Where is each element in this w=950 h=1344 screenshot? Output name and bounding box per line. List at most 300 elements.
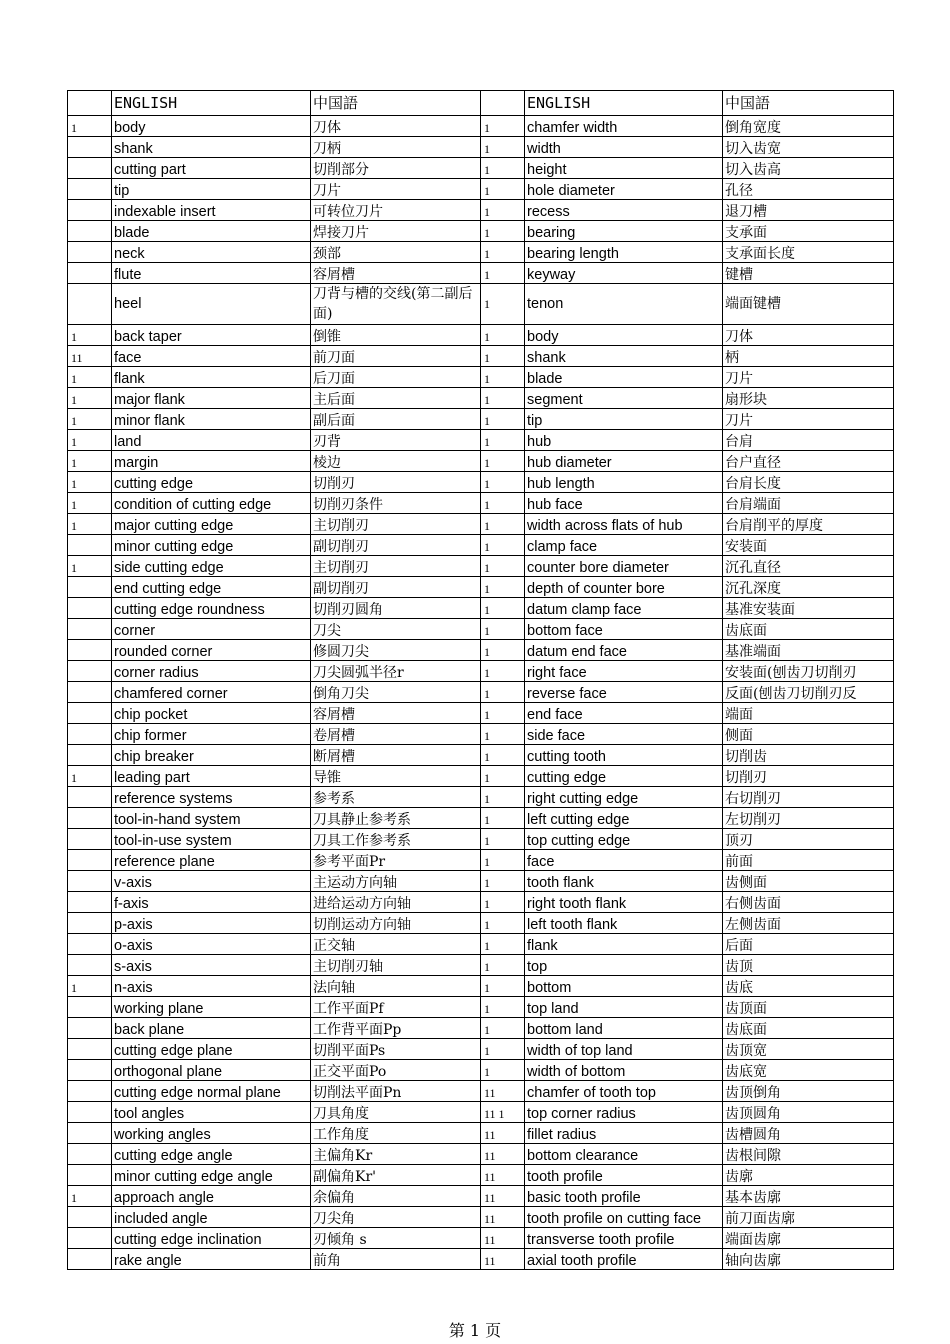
chinese-term-right: 台肩: [723, 430, 894, 451]
number-cell-left: 1: [68, 451, 112, 472]
table-row: [68, 221, 894, 242]
chinese-term-left: 前角: [311, 1249, 481, 1270]
english-term-right: bottom face: [525, 619, 723, 640]
chinese-term-left: 可转位刀片: [311, 200, 481, 221]
english-term-right: height: [525, 158, 723, 179]
chinese-term-left: 正交平面Po: [311, 1060, 481, 1081]
english-term-left: f-axis: [112, 892, 311, 913]
english-term-right: right cutting edge: [525, 787, 723, 808]
table-row: [68, 1081, 894, 1102]
table-row: [68, 808, 894, 829]
english-term-left: tip: [112, 179, 311, 200]
table-row: [68, 556, 894, 577]
chinese-term-left: 切削刃圆角: [311, 598, 481, 619]
english-term-left: working angles: [112, 1123, 311, 1144]
english-term-right: tooth profile on cutting face: [525, 1207, 723, 1228]
chinese-term-right: 齿顶宽: [723, 1039, 894, 1060]
table-row: [68, 682, 894, 703]
english-term-left: reference systems: [112, 787, 311, 808]
number-cell-left: [68, 1039, 112, 1060]
number-cell-right: 1: [481, 850, 525, 871]
number-cell-left: [68, 703, 112, 724]
number-cell-right: 1: [481, 116, 525, 137]
chinese-term-right: 刀体: [723, 325, 894, 346]
number-cell-left: [68, 221, 112, 242]
chinese-term-right: 后面: [723, 934, 894, 955]
table-row: [68, 1018, 894, 1039]
number-cell-right: 1: [481, 179, 525, 200]
number-cell-right: 1: [481, 871, 525, 892]
number-cell-left: [68, 1165, 112, 1186]
english-term-left: working plane: [112, 997, 311, 1018]
chinese-term-left: 颈部: [311, 242, 481, 263]
chinese-term-left: 倒锥: [311, 325, 481, 346]
table-row: [68, 116, 894, 137]
number-cell-right: 1: [481, 598, 525, 619]
table-row: [68, 1144, 894, 1165]
chinese-term-left: 前刀面: [311, 346, 481, 367]
table-row: [68, 619, 894, 640]
number-cell-right: 1: [481, 1018, 525, 1039]
number-cell-left: [68, 535, 112, 556]
english-term-left: corner radius: [112, 661, 311, 682]
chinese-term-right: 齿顶倒角: [723, 1081, 894, 1102]
table-row: [68, 1039, 894, 1060]
table-row: [68, 661, 894, 682]
english-term-left: margin: [112, 451, 311, 472]
table-row: [68, 158, 894, 179]
chinese-term-left: 主偏角Kr: [311, 1144, 481, 1165]
english-term-right: width of top land: [525, 1039, 723, 1060]
chinese-term-right: 键槽: [723, 263, 894, 284]
chinese-term-left: 切削法平面Pn: [311, 1081, 481, 1102]
glossary-sheet: [67, 90, 893, 1270]
number-cell-left: 1: [68, 367, 112, 388]
chinese-term-left: 参考系: [311, 787, 481, 808]
english-term-left: s-axis: [112, 955, 311, 976]
number-cell-left: 1: [68, 388, 112, 409]
english-term-left: side cutting edge: [112, 556, 311, 577]
chinese-term-left: 刀具静止参考系: [311, 808, 481, 829]
english-term-left: approach angle: [112, 1186, 311, 1207]
chinese-term-left: 工作平面Pf: [311, 997, 481, 1018]
english-term-right: right tooth flank: [525, 892, 723, 913]
table-row: [68, 242, 894, 263]
chinese-term-left: 卷屑槽: [311, 724, 481, 745]
english-term-left: rake angle: [112, 1249, 311, 1270]
number-cell-right: 1: [481, 997, 525, 1018]
chinese-term-right: 齿顶面: [723, 997, 894, 1018]
chinese-term-right: 右侧齿面: [723, 892, 894, 913]
english-term-right: face: [525, 850, 723, 871]
table-row: [68, 1165, 894, 1186]
number-cell-left: [68, 1249, 112, 1270]
english-term-left: cutting edge inclination: [112, 1228, 311, 1249]
chinese-term-right: 沉孔深度: [723, 577, 894, 598]
chinese-term-left: 刀柄: [311, 137, 481, 158]
table-row: [68, 535, 894, 556]
chinese-term-right: 切削齿: [723, 745, 894, 766]
english-term-right: top cutting edge: [525, 829, 723, 850]
chinese-term-right: 刀片: [723, 367, 894, 388]
number-cell-right: 1: [481, 242, 525, 263]
chinese-term-right: 基准端面: [723, 640, 894, 661]
number-cell-left: 1: [68, 766, 112, 787]
table-row: [68, 493, 894, 514]
chinese-term-right: 支承面: [723, 221, 894, 242]
number-cell-left: 1: [68, 430, 112, 451]
english-term-left: flank: [112, 367, 311, 388]
table-row: [68, 934, 894, 955]
english-term-left: tool-in-hand system: [112, 808, 311, 829]
chinese-term-right: 齿底面: [723, 619, 894, 640]
chinese-term-left: 副偏角Kr': [311, 1165, 481, 1186]
english-term-left: chip pocket: [112, 703, 311, 724]
english-term-right: blade: [525, 367, 723, 388]
number-cell-right: 1: [481, 493, 525, 514]
english-term-right: width of bottom: [525, 1060, 723, 1081]
english-term-right: shank: [525, 346, 723, 367]
english-term-right: body: [525, 325, 723, 346]
chinese-term-right: 端面: [723, 703, 894, 724]
glossary-table-body: [68, 91, 894, 1270]
number-cell-right: 1: [481, 577, 525, 598]
english-term-right: hub: [525, 430, 723, 451]
english-term-right: side face: [525, 724, 723, 745]
number-cell-right: 11: [481, 1081, 525, 1102]
table-row: [68, 179, 894, 200]
number-cell-right: 11 1: [481, 1102, 525, 1123]
english-term-right: end face: [525, 703, 723, 724]
number-cell-left: [68, 640, 112, 661]
english-term-right: top: [525, 955, 723, 976]
chinese-term-left: 进给运动方向轴: [311, 892, 481, 913]
number-cell-right: 1: [481, 221, 525, 242]
number-cell-left: [68, 577, 112, 598]
chinese-term-right: 齿廓: [723, 1165, 894, 1186]
chinese-term-right: 齿顶: [723, 955, 894, 976]
english-term-left: condition of cutting edge: [112, 493, 311, 514]
chinese-term-right: 基准安装面: [723, 598, 894, 619]
number-cell-left: [68, 598, 112, 619]
number-cell-left: 1: [68, 514, 112, 535]
chinese-term-right: 台肩长度: [723, 472, 894, 493]
number-cell-right: 1: [481, 808, 525, 829]
english-term-left: minor cutting edge: [112, 535, 311, 556]
english-term-left: shank: [112, 137, 311, 158]
english-term-left: back plane: [112, 1018, 311, 1039]
english-term-right: transverse tooth profile: [525, 1228, 723, 1249]
number-cell-left: [68, 892, 112, 913]
table-row: [68, 1249, 894, 1270]
chinese-term-left: 主运动方向轴: [311, 871, 481, 892]
table-row: [68, 137, 894, 158]
header-number-cell-right: [481, 91, 525, 116]
number-cell-right: 1: [481, 284, 525, 325]
chinese-term-left: 修圆刀尖: [311, 640, 481, 661]
chinese-term-right: 切削刃: [723, 766, 894, 787]
english-term-left: leading part: [112, 766, 311, 787]
chinese-term-left: 工作角度: [311, 1123, 481, 1144]
number-cell-right: 1: [481, 367, 525, 388]
number-cell-left: [68, 1228, 112, 1249]
number-cell-left: [68, 934, 112, 955]
english-term-right: hole diameter: [525, 179, 723, 200]
english-term-left: reference plane: [112, 850, 311, 871]
english-term-right: datum end face: [525, 640, 723, 661]
number-cell-right: 1: [481, 472, 525, 493]
number-cell-right: 1: [481, 787, 525, 808]
english-term-left: chip former: [112, 724, 311, 745]
chinese-term-right: 安装面(刨齿刀切削刃: [723, 661, 894, 682]
chinese-term-right: 刀片: [723, 409, 894, 430]
number-cell-right: 1: [481, 619, 525, 640]
number-cell-right: 1: [481, 535, 525, 556]
english-term-left: minor flank: [112, 409, 311, 430]
chinese-term-right: 齿根间隙: [723, 1144, 894, 1165]
english-term-left: blade: [112, 221, 311, 242]
table-row: [68, 514, 894, 535]
number-cell-right: 1: [481, 976, 525, 997]
number-cell-left: 1: [68, 976, 112, 997]
chinese-term-left: 切削刃条件: [311, 493, 481, 514]
chinese-term-left: 刀体: [311, 116, 481, 137]
chinese-term-left: 主后面: [311, 388, 481, 409]
english-term-right: bottom: [525, 976, 723, 997]
english-term-right: width: [525, 137, 723, 158]
table-row: [68, 577, 894, 598]
english-term-right: chamfer width: [525, 116, 723, 137]
chinese-term-right: 退刀槽: [723, 200, 894, 221]
english-term-right: reverse face: [525, 682, 723, 703]
english-term-left: orthogonal plane: [112, 1060, 311, 1081]
english-term-right: keyway: [525, 263, 723, 284]
chinese-term-left: 正交轴: [311, 934, 481, 955]
english-term-right: bottom clearance: [525, 1144, 723, 1165]
english-term-right: width across flats of hub: [525, 514, 723, 535]
chinese-term-right: 基本齿廓: [723, 1186, 894, 1207]
number-cell-right: 1: [481, 913, 525, 934]
number-cell-right: 1: [481, 556, 525, 577]
english-term-left: cutting edge: [112, 472, 311, 493]
number-cell-left: 1: [68, 556, 112, 577]
number-cell-left: [68, 871, 112, 892]
english-term-right: hub face: [525, 493, 723, 514]
number-cell-right: 1: [481, 661, 525, 682]
number-cell-left: [68, 200, 112, 221]
english-term-left: chamfered corner: [112, 682, 311, 703]
number-cell-left: [68, 158, 112, 179]
english-term-right: hub length: [525, 472, 723, 493]
table-row: [68, 284, 894, 325]
number-cell-right: 1: [481, 766, 525, 787]
number-cell-right: 1: [481, 200, 525, 221]
table-row: [68, 1102, 894, 1123]
table-row: [68, 976, 894, 997]
english-term-left: face: [112, 346, 311, 367]
number-cell-right: 1: [481, 409, 525, 430]
english-term-right: cutting edge: [525, 766, 723, 787]
table-row: [68, 892, 894, 913]
english-term-left: corner: [112, 619, 311, 640]
table-row: [68, 263, 894, 284]
number-cell-right: 11: [481, 1249, 525, 1270]
number-cell-left: [68, 682, 112, 703]
english-term-left: v-axis: [112, 871, 311, 892]
header-chinese-right: 中国語: [723, 91, 894, 116]
table-row: [68, 871, 894, 892]
chinese-term-right: 切入齿高: [723, 158, 894, 179]
number-cell-left: [68, 242, 112, 263]
chinese-term-left: 主切削刃: [311, 514, 481, 535]
header-english-right: ENGLISH: [525, 91, 723, 116]
table-row: [68, 829, 894, 850]
number-cell-left: [68, 1018, 112, 1039]
table-row: [68, 388, 894, 409]
chinese-term-right: 台肩端面: [723, 493, 894, 514]
chinese-term-right: 前刀面齿廓: [723, 1207, 894, 1228]
number-cell-left: [68, 850, 112, 871]
number-cell-left: [68, 1060, 112, 1081]
english-term-left: major cutting edge: [112, 514, 311, 535]
english-term-right: basic tooth profile: [525, 1186, 723, 1207]
english-term-left: chip breaker: [112, 745, 311, 766]
table-row: [68, 367, 894, 388]
chinese-term-left: 刀背与槽的交线(第二副后面): [311, 284, 481, 325]
number-cell-right: 1: [481, 263, 525, 284]
number-cell-right: 11: [481, 1207, 525, 1228]
english-term-right: right face: [525, 661, 723, 682]
table-row: [68, 787, 894, 808]
table-row: [68, 1060, 894, 1081]
english-term-left: cutting edge normal plane: [112, 1081, 311, 1102]
number-cell-left: [68, 661, 112, 682]
chinese-term-right: 安装面: [723, 535, 894, 556]
number-cell-left: [68, 619, 112, 640]
number-cell-left: [68, 745, 112, 766]
chinese-term-left: 刃倾角 s: [311, 1228, 481, 1249]
chinese-term-left: 参考平面Pr: [311, 850, 481, 871]
chinese-term-right: 端面键槽: [723, 284, 894, 325]
page-footer: 第 1 页: [448, 1321, 502, 1340]
chinese-term-left: 刀具工作参考系: [311, 829, 481, 850]
number-cell-left: 1: [68, 325, 112, 346]
chinese-term-right: 顶刃: [723, 829, 894, 850]
chinese-term-left: 刀尖圆弧半径r: [311, 661, 481, 682]
chinese-term-left: 余偏角: [311, 1186, 481, 1207]
english-term-right: tip: [525, 409, 723, 430]
number-cell-left: [68, 263, 112, 284]
chinese-term-right: 支承面长度: [723, 242, 894, 263]
number-cell-right: 11: [481, 1228, 525, 1249]
number-cell-left: [68, 1102, 112, 1123]
chinese-term-right: 反面(刨齿刀切削刃反: [723, 682, 894, 703]
english-term-right: top corner radius: [525, 1102, 723, 1123]
table-row: [68, 1228, 894, 1249]
english-term-right: chamfer of tooth top: [525, 1081, 723, 1102]
number-cell-right: 11: [481, 1144, 525, 1165]
english-term-left: body: [112, 116, 311, 137]
number-cell-left: 1: [68, 472, 112, 493]
english-term-right: clamp face: [525, 535, 723, 556]
chinese-term-left: 切削运动方向轴: [311, 913, 481, 934]
table-row: [68, 472, 894, 493]
number-cell-left: [68, 808, 112, 829]
chinese-term-left: 切削平面Ps: [311, 1039, 481, 1060]
chinese-term-left: 容屑槽: [311, 263, 481, 284]
chinese-term-right: 轴向齿廓: [723, 1249, 894, 1270]
number-cell-left: [68, 913, 112, 934]
chinese-term-left: 刃背: [311, 430, 481, 451]
glossary-table: [67, 90, 894, 1270]
table-row: [68, 598, 894, 619]
chinese-term-left: 倒角刀尖: [311, 682, 481, 703]
table-row: [68, 850, 894, 871]
table-row: [68, 913, 894, 934]
english-term-right: tooth profile: [525, 1165, 723, 1186]
number-cell-left: 1: [68, 116, 112, 137]
table-row: [68, 346, 894, 367]
number-cell-left: [68, 1123, 112, 1144]
table-row: [68, 703, 894, 724]
chinese-term-right: 扇形块: [723, 388, 894, 409]
english-term-left: tool angles: [112, 1102, 311, 1123]
english-term-left: back taper: [112, 325, 311, 346]
english-term-left: minor cutting edge angle: [112, 1165, 311, 1186]
number-cell-right: 1: [481, 955, 525, 976]
number-cell-right: 1: [481, 325, 525, 346]
english-term-right: fillet radius: [525, 1123, 723, 1144]
english-term-right: left cutting edge: [525, 808, 723, 829]
table-row: [68, 766, 894, 787]
chinese-term-left: 刀尖角: [311, 1207, 481, 1228]
number-cell-left: [68, 1144, 112, 1165]
number-cell-left: [68, 284, 112, 325]
chinese-term-left: 副后面: [311, 409, 481, 430]
chinese-term-right: 端面齿廓: [723, 1228, 894, 1249]
chinese-term-right: 齿顶圆角: [723, 1102, 894, 1123]
chinese-term-left: 棱边: [311, 451, 481, 472]
number-cell-left: 1: [68, 1186, 112, 1207]
chinese-term-left: 切削部分: [311, 158, 481, 179]
english-term-right: hub diameter: [525, 451, 723, 472]
number-cell-right: 11: [481, 1165, 525, 1186]
number-cell-left: [68, 179, 112, 200]
table-row: [68, 200, 894, 221]
number-cell-left: [68, 955, 112, 976]
number-cell-right: 1: [481, 158, 525, 179]
chinese-term-left: 导锥: [311, 766, 481, 787]
chinese-term-left: 主切削刃: [311, 556, 481, 577]
english-term-right: bearing: [525, 221, 723, 242]
number-cell-right: 1: [481, 346, 525, 367]
table-row: [68, 1123, 894, 1144]
english-term-left: n-axis: [112, 976, 311, 997]
number-cell-right: 1: [481, 745, 525, 766]
chinese-term-right: 右切削刃: [723, 787, 894, 808]
chinese-term-right: 左侧齿面: [723, 913, 894, 934]
chinese-term-left: 主切削刃轴: [311, 955, 481, 976]
english-term-left: rounded corner: [112, 640, 311, 661]
number-cell-right: 11: [481, 1186, 525, 1207]
chinese-term-right: 台户直径: [723, 451, 894, 472]
chinese-term-left: 焊接刀片: [311, 221, 481, 242]
number-cell-right: 11: [481, 1123, 525, 1144]
number-cell-left: 1: [68, 409, 112, 430]
number-cell-left: 1: [68, 493, 112, 514]
number-cell-left: [68, 724, 112, 745]
table-row: [68, 1186, 894, 1207]
